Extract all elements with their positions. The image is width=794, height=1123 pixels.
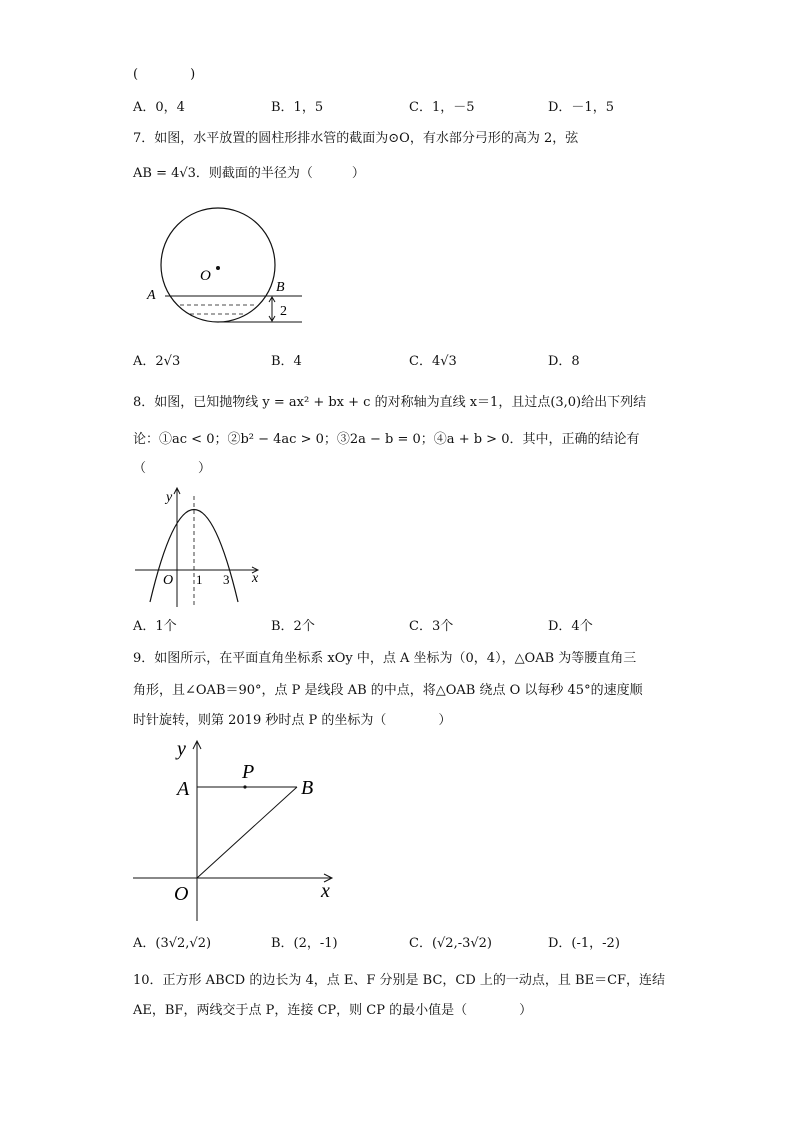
q8-option-c: C．3个	[409, 619, 454, 634]
q7-stem-line2: AB = 4√3．则截面的半径为（ ）	[133, 166, 365, 181]
label-b: B	[301, 777, 314, 799]
label-y: y	[166, 490, 173, 505]
q7-option-b: B．4	[271, 354, 302, 369]
q9-stem-line3: 时针旋转，则第 2019 秒时点 P 的坐标为（ ）	[133, 713, 452, 728]
label-a: A	[177, 778, 190, 800]
q8-stem-line3: （ ）	[133, 461, 212, 476]
q8-option-b: B．2个	[271, 619, 315, 634]
q9-option-b: B．(2，-1)	[271, 936, 338, 951]
point-p	[243, 785, 246, 788]
label-p: P	[242, 761, 255, 783]
q8-option-a: A．1个	[133, 619, 177, 634]
q9-option-d: D．(-1，-2)	[548, 936, 620, 951]
label-o: O	[174, 883, 189, 905]
q7-pipe-figure	[140, 200, 320, 335]
label-o: O	[200, 268, 211, 284]
q6-answer-blank: ( )	[133, 67, 196, 82]
tick-label-1: 1	[196, 572, 203, 587]
center-dot	[216, 266, 220, 270]
label-2: 2	[280, 304, 287, 319]
q7-stem-line1: 7．如图，水平放置的圆柱形排水管的截面为⊙O，有水部分弓形的高为 2，弦	[133, 131, 579, 146]
q9-stem-line2: 角形，且∠OAB＝90°，点 P 是线段 AB 的中点，将△OAB 绕点 O 以每秒 45°的速度顺	[133, 683, 643, 698]
label-x: x	[252, 571, 259, 586]
q9-rotation-figure	[128, 735, 343, 925]
label-o: O	[163, 573, 174, 588]
q7-option-d: D．8	[548, 354, 580, 369]
label-x: x	[321, 880, 330, 902]
label-b: B	[276, 280, 285, 295]
q8-stem-line2: 论：①ac < 0；②b² − 4ac > 0；③2a − b = 0；④a + b > 0．其中，正确的结论有	[133, 432, 640, 447]
q9-stem-line1: 9．如图所示，在平面直角坐标系 xOy 中，点 A 坐标为（0，4），△OAB 为等腰直角三	[133, 651, 637, 666]
label-a: A	[147, 288, 156, 303]
q6-option-d: D．－1，5	[548, 100, 614, 115]
q7-option-c: C．4√3	[409, 354, 457, 369]
q8-parabola-figure	[130, 482, 265, 610]
q6-option-c: C．1，－5	[409, 100, 475, 115]
q7-option-a: A．2√3	[133, 354, 181, 369]
segment-ob	[197, 787, 297, 878]
tick-label-3: 3	[223, 572, 230, 587]
q8-stem-line1: 8．如图，已知抛物线 y = ax² + bx + c 的对称轴为直线 x＝1，且过点(3,0)给出下列结	[133, 395, 647, 410]
q10-stem-line2: AE，BF，两线交于点 P，连接 CP，则 CP 的最小值是（ ）	[133, 1003, 533, 1018]
q6-option-a: A．0，4	[133, 100, 185, 115]
q8-option-d: D．4个	[548, 619, 593, 634]
q9-option-a: A．(3√2,√2)	[133, 936, 212, 951]
label-y: y	[177, 738, 186, 760]
q9-option-c: C．(√2,-3√2)	[409, 936, 492, 951]
q10-stem-line1: 10．正方形 ABCD 的边长为 4，点 E、F 分别是 BC，CD 上的一动点，且 BE＝CF，连结	[133, 973, 666, 988]
q6-option-b: B．1，5	[271, 100, 324, 115]
